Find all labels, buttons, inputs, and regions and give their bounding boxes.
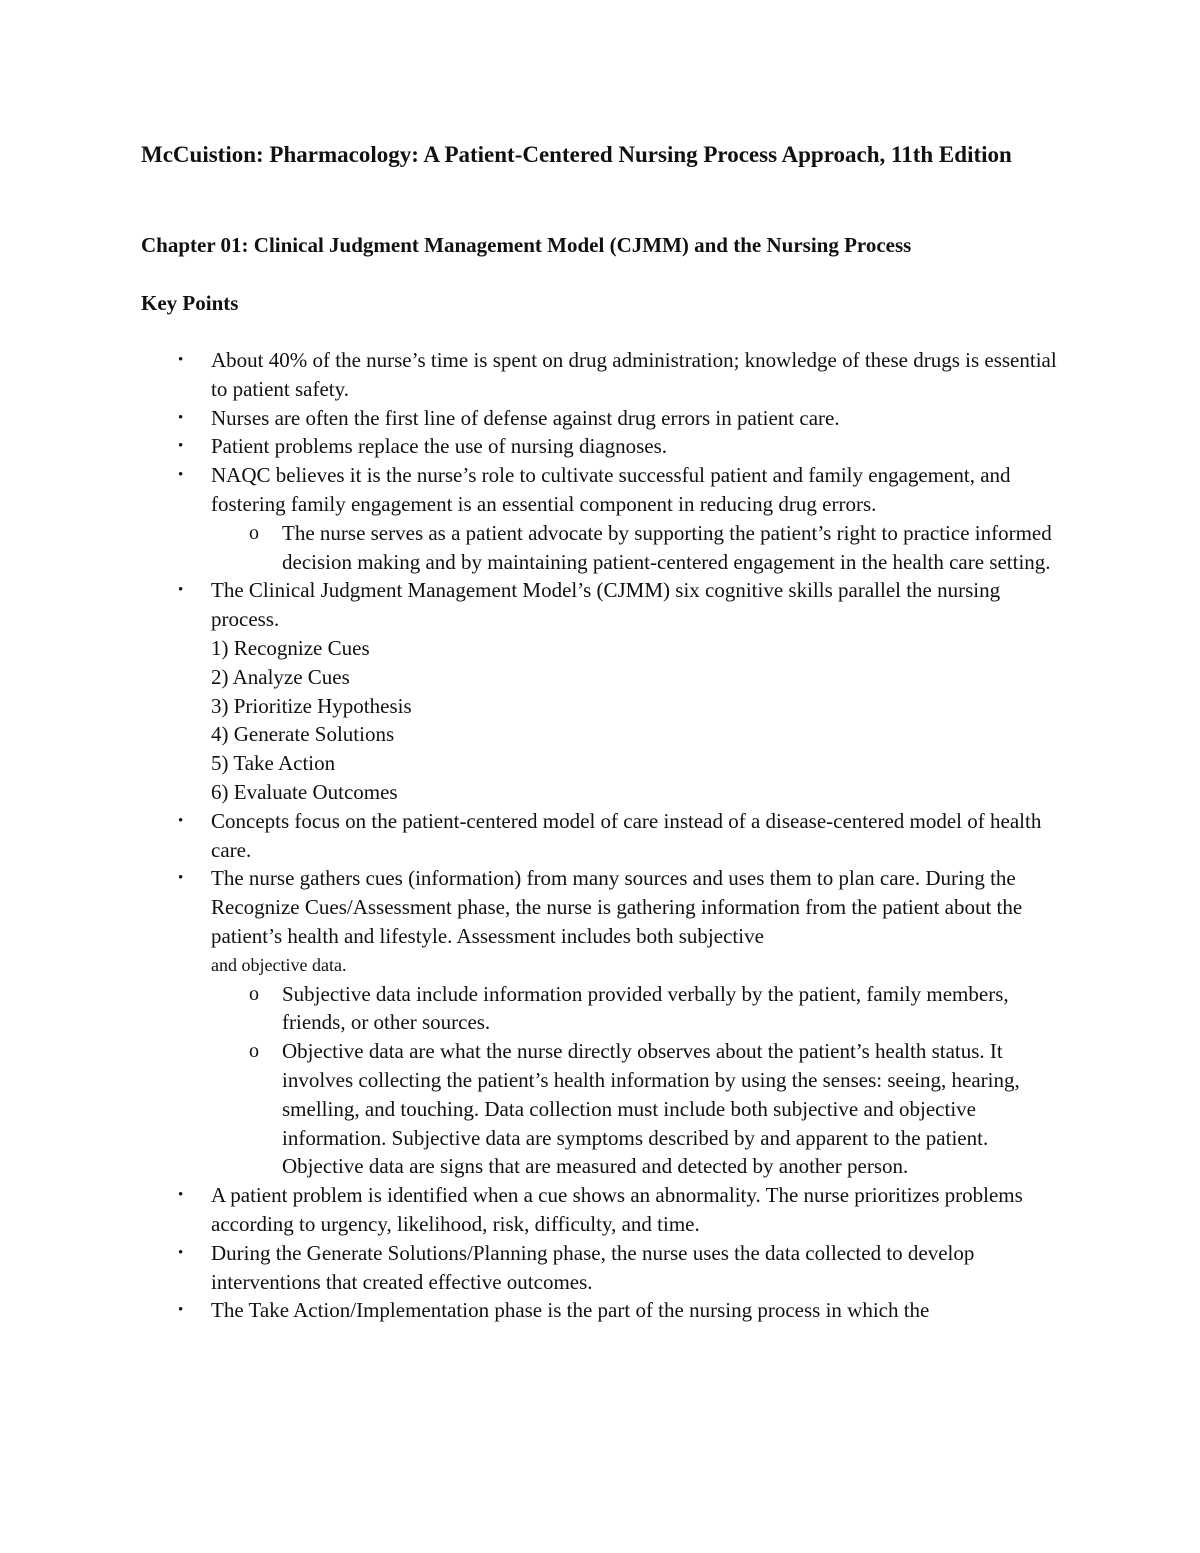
cjmm-step: 1) Recognize Cues bbox=[211, 635, 370, 660]
bullet-icon: • bbox=[178, 467, 184, 484]
list-item bbox=[141, 864, 1066, 979]
bullet-icon: • bbox=[178, 812, 184, 829]
list-item-text: Concepts focus on the patient-centered model of care instead of a disease-centered model of health care. bbox=[211, 808, 1042, 862]
cjmm-step: 5) Take Action bbox=[211, 751, 336, 776]
list-item-text: The Take Action/Implementation phase is the part of the nursing process in which the bbox=[211, 1298, 930, 1323]
list-item-text: The nurse gathers cues (information) from many sources and uses them to plan care. During the Recognize Cues/Assessment phase, the nurse is gathering information from the patient about the patient’s health and lifestyle. Assessment includes both subjective bbox=[211, 866, 1023, 948]
cjmm-step: 2) Analyze Cues bbox=[211, 664, 350, 689]
list-item bbox=[141, 1296, 1066, 1325]
list-item-text: NAQC believes it is the nurse’s role to cultivate successful patient and family engagement, and fostering family engagement is an essential component in reducing drug errors. bbox=[211, 463, 1011, 516]
list-item-text: Patient problems replace the use of nursing diagnoses. bbox=[211, 434, 668, 459]
list-item-text: The Clinical Judgment Management Model’s (CJMM) six cognitive skills parallel the nursing process. bbox=[211, 578, 1001, 632]
list-item-text: During the Generate Solutions/Planning phase, the nurse uses the data collected to develop interventions that created effective outcomes. bbox=[211, 1240, 975, 1294]
section-heading-key-points: Key Points bbox=[141, 291, 239, 315]
sub-list-item bbox=[141, 980, 1066, 1038]
bullet-icon: • bbox=[178, 352, 184, 368]
list-item bbox=[141, 1239, 1066, 1297]
cjmm-step: 4) Generate Solutions bbox=[211, 722, 395, 747]
sub-list-item-text: Subjective data include information provided verbally by the patient, family members, friends, or other sources. bbox=[282, 981, 1009, 1035]
list-item bbox=[141, 346, 1066, 404]
chapter-title: Chapter 01: Clinical Judgment Management Model (CJMM) and the Nursing Process bbox=[141, 233, 912, 257]
list-item bbox=[141, 432, 1066, 461]
bullet-icon: • bbox=[178, 1187, 184, 1204]
document-content bbox=[141, 140, 1066, 1323]
sub-list-item-text: The nurse serves as a patient advocate by supporting the patient’s right to practice informed decision making and by maintaining patient-centered engagement in the health care setting. bbox=[282, 520, 1052, 574]
list-item bbox=[141, 807, 1066, 865]
sub-list-item-text: Objective data are what the nurse directly observes about the patient’s health status. It involves collecting the patient’s health information by using the senses: seeing, hearing, smelling, and touching. Data collection must include both subjective and objective information. Subjective data are symptoms described by and apparent to the patient. Objective data are signs that are measured and detected by another person. bbox=[282, 1039, 1020, 1179]
key-points-list bbox=[141, 346, 1066, 1325]
bullet-icon: • bbox=[178, 582, 184, 599]
hollow-bullet-icon: o bbox=[249, 982, 259, 1005]
list-item bbox=[141, 576, 1066, 806]
bullet-icon: • bbox=[178, 1302, 184, 1319]
bullet-icon: • bbox=[178, 870, 184, 887]
list-item bbox=[141, 404, 1066, 433]
hollow-bullet-icon: o bbox=[249, 1040, 259, 1063]
bullet-icon: • bbox=[178, 409, 184, 426]
cjmm-step: 3) Prioritize Hypothesis bbox=[211, 693, 412, 718]
sub-list-item bbox=[141, 1037, 1066, 1181]
list-item bbox=[141, 461, 1066, 519]
bullet-icon: • bbox=[178, 438, 184, 455]
list-item bbox=[141, 1181, 1066, 1239]
bullet-icon: • bbox=[178, 1244, 184, 1261]
sub-list-item bbox=[141, 519, 1066, 577]
list-item-text: Nurses are often the first line of defense against drug errors in patient care. bbox=[211, 405, 840, 430]
list-item-text: About 40% of the nurse’s time is spent on drug administration; knowledge of these drugs is essential to patient safety. bbox=[211, 348, 1057, 401]
hollow-bullet-icon: o bbox=[249, 521, 259, 544]
cjmm-step: 6) Evaluate Outcomes bbox=[211, 779, 398, 804]
document-title: McCuistion: Pharmacology: A Patient-Centered Nursing Process Approach, 11th Edition bbox=[141, 142, 1012, 167]
list-item-text: A patient problem is identified when a cue shows an abnormality. The nurse prioritizes problems according to urgency, likelihood, risk, difficulty, and time. bbox=[211, 1183, 1023, 1236]
list-item-text-tail: and objective data. bbox=[211, 954, 347, 975]
